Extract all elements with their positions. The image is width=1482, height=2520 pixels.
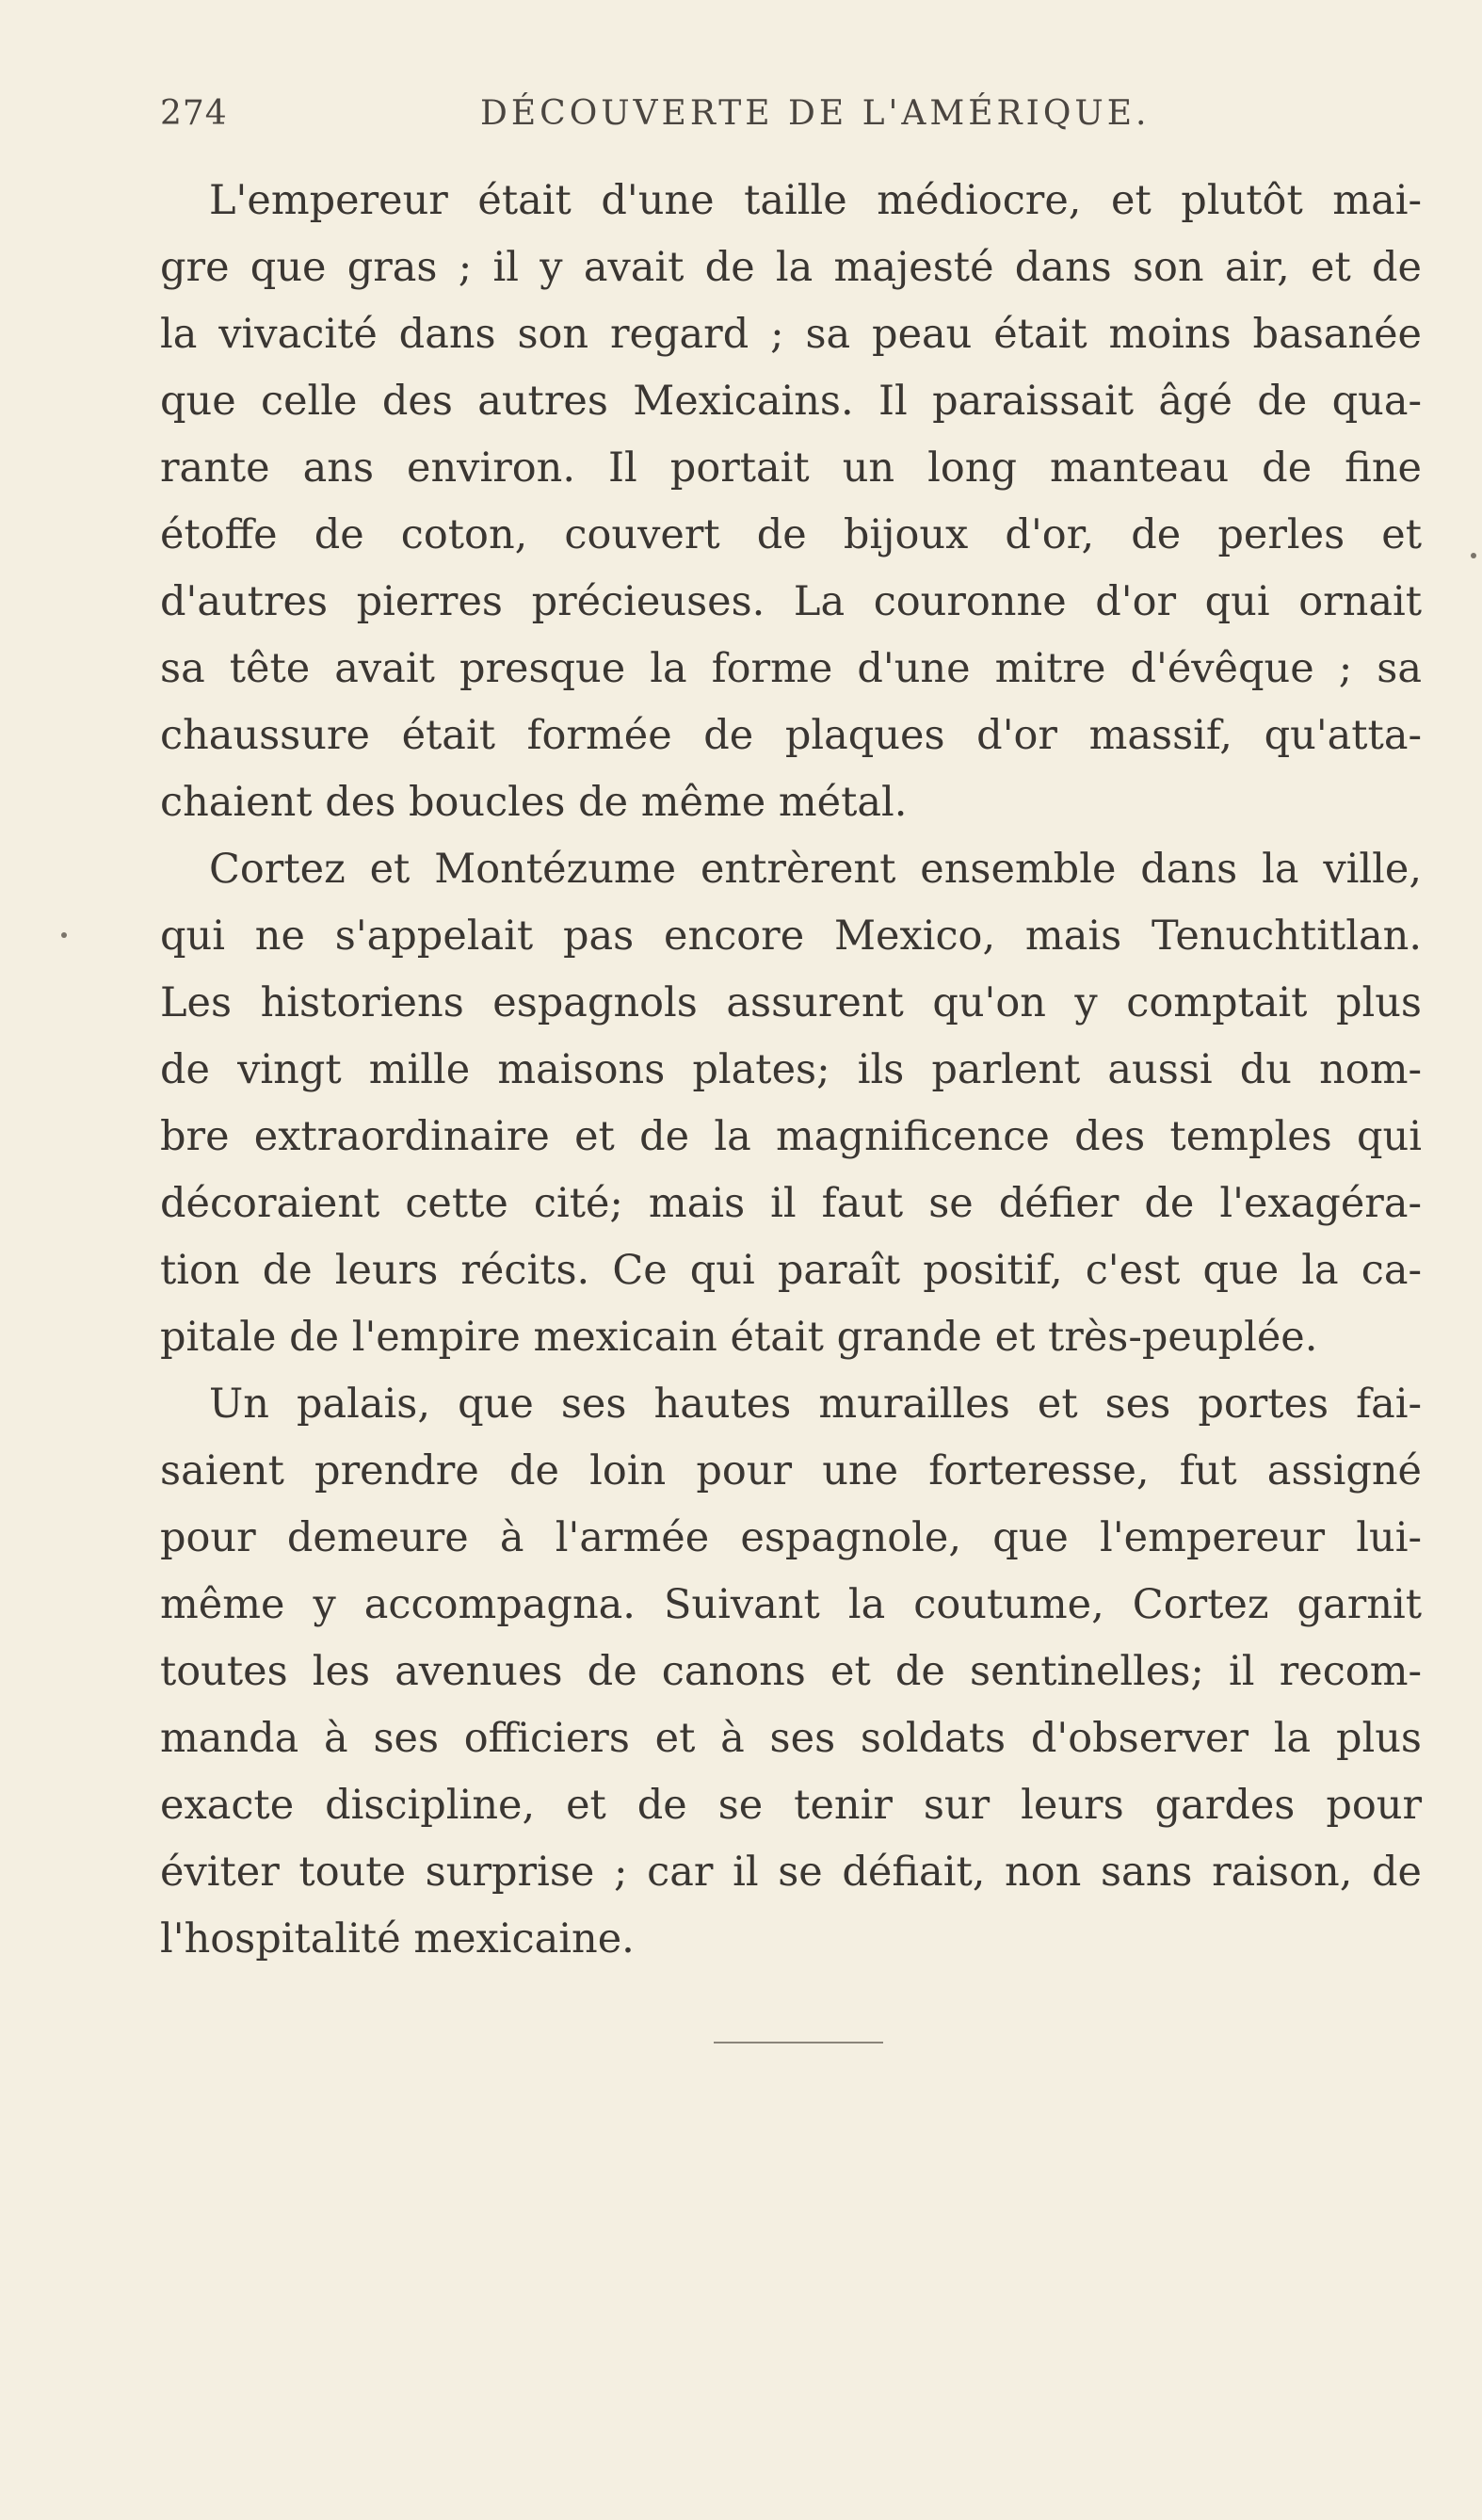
text-line: exacte discipline, et de se tenir sur leurs gardes pour bbox=[160, 1782, 1422, 1829]
text-line: décoraient cette cité; mais il faut se défier de l'exagéra- bbox=[160, 1180, 1422, 1227]
text-line: sa tête avait presque la forme d'une mitre d'évêque ; sa bbox=[160, 645, 1422, 692]
body-text bbox=[160, 168, 1422, 1973]
text-line: chaussure était formée de plaques d'or massif, qu'atta- bbox=[160, 712, 1422, 759]
text-line: chaient des boucles de même métal. bbox=[160, 779, 908, 826]
end-rule bbox=[714, 2042, 883, 2043]
page-number: 274 bbox=[160, 94, 228, 133]
margin-speck bbox=[1471, 553, 1476, 558]
text-line: pitale de l'empire mexicain était grande et très-peuplée. bbox=[160, 1314, 1318, 1361]
text-line: pour demeure à l'armée espagnole, que l'empereur lui- bbox=[160, 1514, 1422, 1561]
text-line: manda à ses officiers et à ses soldats d'observer la plus bbox=[160, 1715, 1422, 1762]
text-line: que celle des autres Mexicains. Il paraissait âgé de qua- bbox=[160, 378, 1422, 425]
text-line: saient prendre de loin pour une forteresse, fut assigné bbox=[160, 1447, 1422, 1494]
text-line: tion de leurs récits. Ce qui paraît positif, c'est que la ca- bbox=[160, 1247, 1422, 1294]
text-line: L'empereur était d'une taille médiocre, et plutôt mai- bbox=[209, 177, 1422, 224]
text-line: gre que gras ; il y avait de la majesté dans son air, et de bbox=[160, 244, 1422, 291]
text-line: rante ans environ. Il portait un long manteau de fine bbox=[160, 444, 1422, 492]
text-line: Les historiens espagnols assurent qu'on y comptait plus bbox=[160, 979, 1422, 1026]
text-line: qui ne s'appelait pas encore Mexico, mais Tenuchtitlan. bbox=[160, 913, 1422, 960]
text-line: bre extraordinaire et de la magnificence des temples qui bbox=[160, 1113, 1422, 1160]
text-line: de vingt mille maisons plates; ils parlent aussi du nom- bbox=[160, 1046, 1422, 1093]
text-line: étoffe de coton, couvert de bijoux d'or, de perles et bbox=[160, 511, 1422, 558]
text-line: Un palais, que ses hautes murailles et ses portes fai- bbox=[209, 1381, 1422, 1428]
text-line: même y accompagna. Suivant la coutume, Cortez garnit bbox=[160, 1581, 1422, 1628]
text-line: toutes les avenues de canons et de sentinelles; il recom- bbox=[160, 1648, 1422, 1695]
text-line: l'hospitalité mexicaine. bbox=[160, 1915, 635, 1963]
page-header bbox=[160, 94, 1422, 151]
margin-speck bbox=[61, 932, 67, 938]
running-title: DÉCOUVERTE DE L'AMÉRIQUE. bbox=[480, 94, 1151, 133]
text-line: Cortez et Montézume entrèrent ensemble dans la ville, bbox=[209, 846, 1422, 893]
text-line: d'autres pierres précieuses. La couronne d'or qui ornait bbox=[160, 578, 1422, 625]
text-line: la vivacité dans son regard ; sa peau était moins basanée bbox=[160, 311, 1422, 358]
text-line: éviter toute surprise ; car il se défiait, non sans raison, de bbox=[160, 1849, 1422, 1896]
